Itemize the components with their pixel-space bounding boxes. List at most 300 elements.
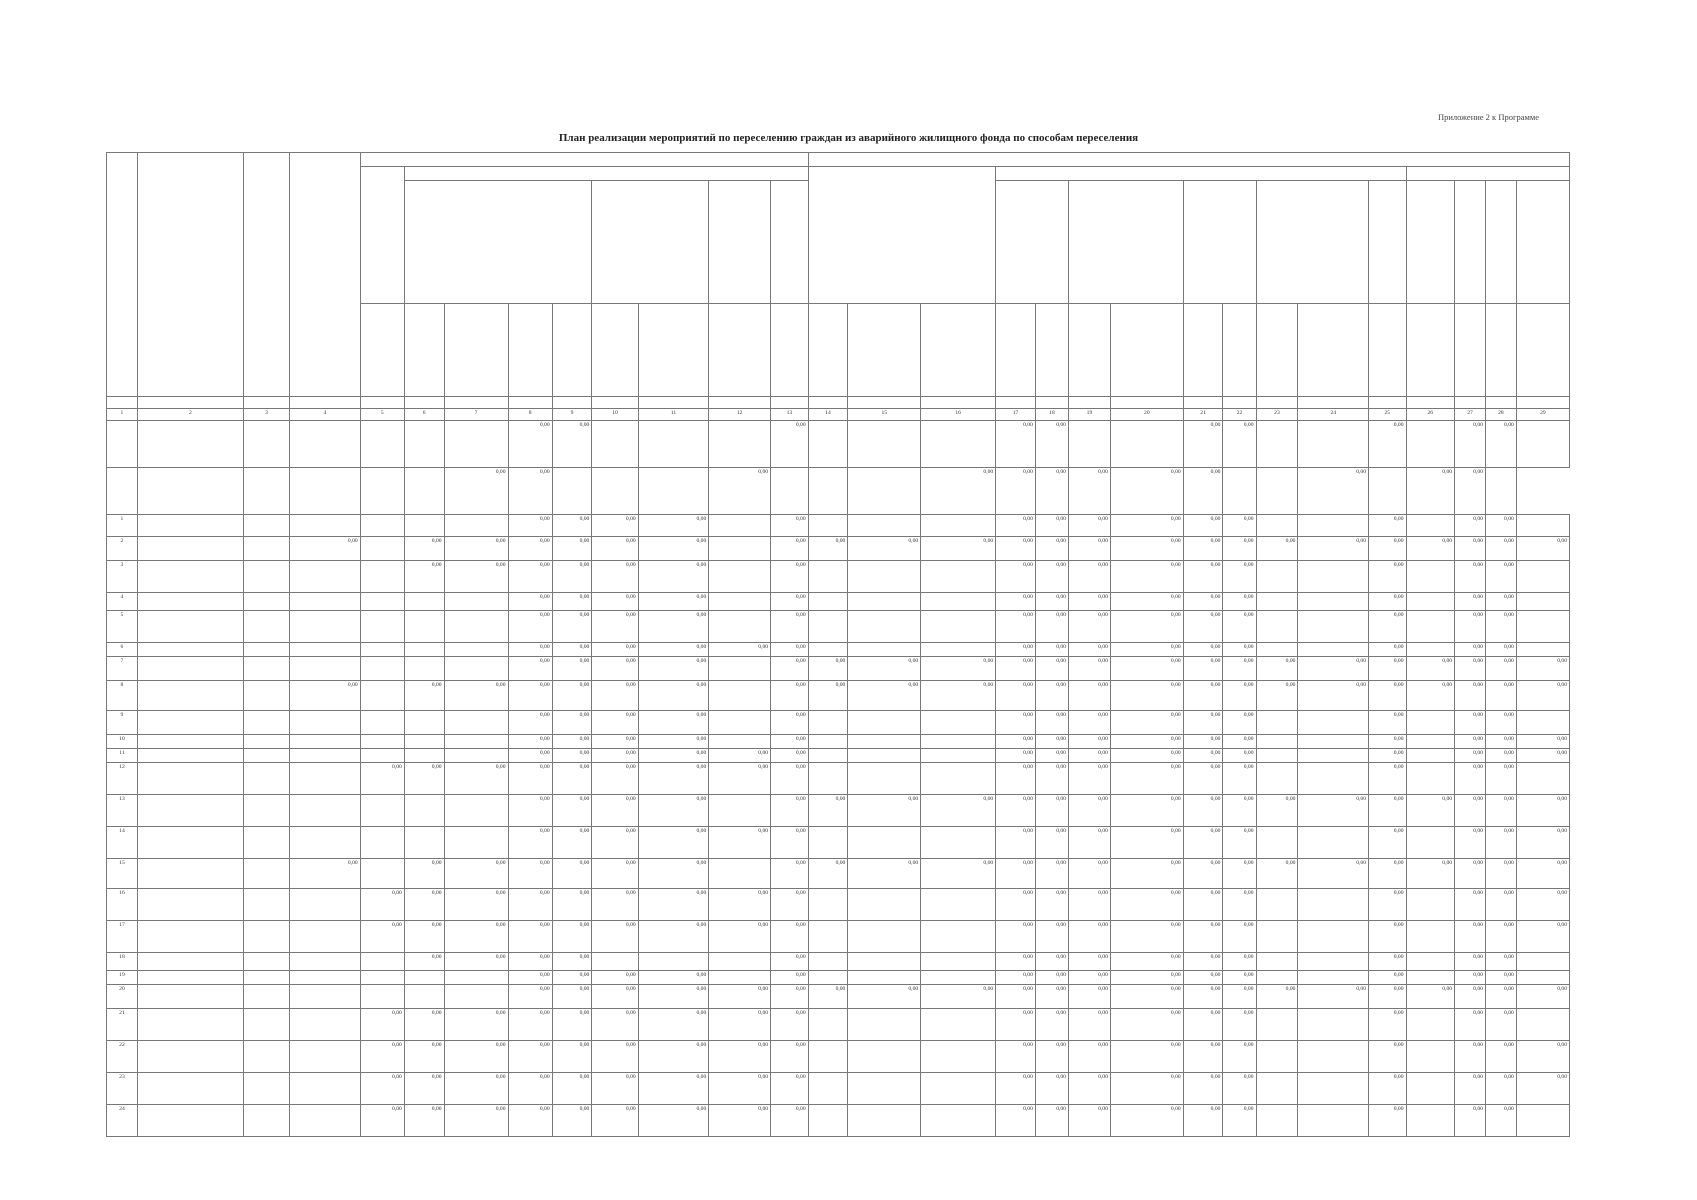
value-cell [1406,561,1455,593]
value-cell: 0,00 [1369,859,1407,889]
row-number-cell: 21 [107,1009,138,1041]
value-cell: 0,00 [404,561,444,593]
value-cell: 0,00 [508,537,552,561]
value-cell: 0,00 [1183,859,1223,889]
value-cell [808,921,848,953]
value-cell: 0,00 [996,421,1036,468]
value-cell: 0,00 [1369,593,1407,611]
value-cell: 0,00 [771,657,809,681]
value-cell: 0,00 [921,795,996,827]
value-cell: 0,00 [508,643,552,657]
municipality-name-cell [137,735,243,749]
header-group-a [360,153,808,167]
value-cell: 0,00 [1369,889,1407,921]
row-number-cell: 18 [107,953,138,971]
row-number-cell [107,468,138,515]
value-cell [848,421,921,468]
value-cell: 0,00 [1035,985,1068,1009]
value-cell: 0,00 [1035,593,1068,611]
value-cell [360,593,404,611]
unit-cell [1369,397,1407,409]
value-cell: 0,00 [1455,1009,1486,1041]
value-cell: 0,00 [552,421,592,468]
value-cell [921,1105,996,1137]
value-cell: 0,00 [404,763,444,795]
value-cell: 0,00 [921,859,996,889]
value-cell: 0,00 [592,593,638,611]
column-number-cell: 4 [290,409,361,421]
value-cell [404,985,444,1009]
value-cell: 0,00 [1455,859,1486,889]
value-cell: 0,00 [638,1105,709,1137]
value-cell: 0,00 [444,1073,508,1105]
value-cell [709,515,771,537]
value-cell [290,1105,361,1137]
value-cell: 0,00 [638,681,709,711]
value-cell: 0,00 [1298,657,1369,681]
value-cell [1516,1105,1569,1137]
value-cell [243,1105,289,1137]
value-cell [771,468,809,515]
value-cell [243,795,289,827]
row-number-cell: 15 [107,859,138,889]
value-cell [1406,1073,1455,1105]
header-cell [1516,181,1569,304]
value-cell [808,889,848,921]
municipality-name-cell [137,921,243,953]
value-cell [1298,1105,1369,1137]
value-cell [1406,611,1455,643]
value-cell: 0,00 [1455,763,1486,795]
value-cell [1256,889,1298,921]
value-cell: 0,00 [552,561,592,593]
value-cell: 0,00 [592,711,638,735]
value-cell [404,971,444,985]
value-cell: 0,00 [1485,795,1516,827]
municipality-name-cell [137,827,243,859]
value-cell: 0,00 [508,763,552,795]
value-cell: 0,00 [1485,827,1516,859]
value-cell: 0,00 [771,953,809,971]
value-cell: 0,00 [552,795,592,827]
value-cell: 0,00 [1223,795,1256,827]
value-cell: 0,00 [1455,468,1486,515]
header-group-b [808,153,1569,167]
value-cell: 0,00 [1183,468,1223,515]
value-cell [848,763,921,795]
value-cell: 0,00 [1223,611,1256,643]
header-cell [921,304,996,397]
value-cell: 0,00 [1035,421,1068,468]
value-cell: 0,00 [1183,657,1223,681]
value-cell: 0,00 [1223,921,1256,953]
column-number-cell: 11 [638,409,709,421]
municipality-name-cell [137,749,243,763]
value-cell: 0,00 [1223,1009,1256,1041]
value-cell [360,657,404,681]
value-cell: 0,00 [1110,763,1183,795]
value-cell: 0,00 [996,468,1036,515]
column-number-cell: 7 [444,409,508,421]
value-cell [444,971,508,985]
unit-cell [508,397,552,409]
value-cell: 0,00 [771,1041,809,1073]
value-cell: 0,00 [1068,561,1110,593]
value-cell: 0,00 [1035,827,1068,859]
value-cell [290,421,361,468]
value-cell [444,515,508,537]
value-cell [848,827,921,859]
value-cell: 0,00 [1223,421,1256,468]
header-cell [771,304,809,397]
municipality-name-cell [137,611,243,643]
value-cell [1298,889,1369,921]
value-cell [921,1041,996,1073]
value-cell [243,468,289,515]
value-cell: 0,00 [709,643,771,657]
value-cell: 0,00 [1223,763,1256,795]
value-cell: 0,00 [404,921,444,953]
header-cell [1068,181,1183,304]
column-number-cell: 25 [1369,409,1407,421]
column-number-cell: 2 [137,409,243,421]
value-cell: 0,00 [709,985,771,1009]
municipality-name-cell [137,711,243,735]
value-cell: 0,00 [709,827,771,859]
unit-cell [137,397,243,409]
value-cell: 0,00 [592,681,638,711]
header-cell [360,167,404,304]
value-cell: 0,00 [996,1009,1036,1041]
value-cell: 0,00 [771,889,809,921]
row-number-cell: 14 [107,827,138,859]
value-cell: 0,00 [996,859,1036,889]
value-cell: 0,00 [1223,859,1256,889]
value-cell: 0,00 [1223,971,1256,985]
value-cell [1485,468,1516,515]
value-cell [290,827,361,859]
column-number-cell: 27 [1455,409,1486,421]
column-number-cell: 9 [552,409,592,421]
municipality-name-cell [137,421,243,468]
row-number-cell: 22 [107,1041,138,1073]
value-cell: 0,00 [638,611,709,643]
value-cell: 0,00 [1406,681,1455,711]
row-number-cell: 23 [107,1073,138,1105]
value-cell: 0,00 [996,657,1036,681]
value-cell: 0,00 [848,985,921,1009]
value-cell: 0,00 [1256,985,1298,1009]
table-row [107,827,1570,859]
value-cell [243,859,289,889]
value-cell [1406,1041,1455,1073]
value-cell: 0,00 [552,681,592,711]
value-cell [848,1041,921,1073]
header-cell [107,153,138,397]
value-cell [592,953,638,971]
value-cell: 0,00 [771,1073,809,1105]
value-cell [921,561,996,593]
value-cell: 0,00 [552,537,592,561]
value-cell: 0,00 [1068,921,1110,953]
value-cell: 0,00 [996,953,1036,971]
value-cell: 0,00 [592,889,638,921]
value-cell [1256,735,1298,749]
value-cell [360,749,404,763]
value-cell: 0,00 [638,1073,709,1105]
value-cell [921,921,996,953]
value-cell [404,827,444,859]
municipality-name-cell [137,971,243,985]
header-cell [1183,304,1223,397]
row-number-cell: 7 [107,657,138,681]
unit-cell [808,397,848,409]
value-cell: 0,00 [1110,1073,1183,1105]
value-cell: 0,00 [444,953,508,971]
value-cell [921,711,996,735]
value-cell: 0,00 [1485,735,1516,749]
value-cell [243,953,289,971]
value-cell: 0,00 [508,515,552,537]
row-number-cell: 5 [107,611,138,643]
column-number-cell: 8 [508,409,552,421]
value-cell: 0,00 [508,468,552,515]
value-cell [638,953,709,971]
value-cell: 0,00 [1183,985,1223,1009]
value-cell: 0,00 [1223,561,1256,593]
row-number-cell: 17 [107,921,138,953]
value-cell [243,985,289,1009]
value-cell: 0,00 [1485,561,1516,593]
value-cell: 0,00 [508,421,552,468]
column-number-cell: 15 [848,409,921,421]
value-cell [808,421,848,468]
value-cell: 0,00 [1369,735,1407,749]
value-cell: 0,00 [1516,537,1569,561]
value-cell: 0,00 [592,795,638,827]
value-cell: 0,00 [771,971,809,985]
value-cell: 0,00 [1035,643,1068,657]
value-cell: 0,00 [508,1041,552,1073]
value-cell: 0,00 [592,827,638,859]
value-cell [921,643,996,657]
value-cell: 0,00 [1068,468,1110,515]
value-cell: 0,00 [1183,611,1223,643]
table-row [107,1105,1570,1137]
value-cell [290,657,361,681]
value-cell [243,537,289,561]
value-cell [808,749,848,763]
value-cell: 0,00 [1110,827,1183,859]
unit-cell [552,397,592,409]
value-cell [290,795,361,827]
value-cell [921,763,996,795]
value-cell: 0,00 [996,711,1036,735]
value-cell: 0,00 [592,515,638,537]
value-cell: 0,00 [1455,749,1486,763]
value-cell [848,1009,921,1041]
value-cell: 0,00 [709,1041,771,1073]
value-cell: 0,00 [1068,611,1110,643]
value-cell [1298,735,1369,749]
value-cell: 0,00 [1183,795,1223,827]
header-cell [1256,304,1298,397]
value-cell: 0,00 [1516,859,1569,889]
value-cell: 0,00 [1369,611,1407,643]
value-cell: 0,00 [592,611,638,643]
value-cell: 0,00 [1110,1009,1183,1041]
value-cell [290,1041,361,1073]
value-cell: 0,00 [290,859,361,889]
value-cell [921,1073,996,1105]
municipality-name-cell [137,985,243,1009]
value-cell [808,1073,848,1105]
totals-row [107,421,1570,468]
value-cell: 0,00 [444,561,508,593]
value-cell: 0,00 [638,515,709,537]
value-cell: 0,00 [771,643,809,657]
value-cell: 0,00 [1369,561,1407,593]
value-cell: 0,00 [552,1009,592,1041]
value-cell: 0,00 [1035,859,1068,889]
value-cell [808,763,848,795]
value-cell: 0,00 [360,1041,404,1073]
value-cell: 0,00 [1110,593,1183,611]
unit-cell [921,397,996,409]
value-cell: 0,00 [508,593,552,611]
table-row [107,735,1570,749]
value-cell: 0,00 [996,611,1036,643]
value-cell: 0,00 [360,763,404,795]
value-cell: 0,00 [1455,515,1486,537]
row-number-cell [107,421,138,468]
value-cell: 0,00 [552,763,592,795]
value-cell: 0,00 [771,985,809,1009]
value-cell: 0,00 [1485,711,1516,735]
header-cell [771,181,809,304]
value-cell: 0,00 [508,827,552,859]
header-cell [290,153,361,397]
value-cell: 0,00 [709,763,771,795]
column-number-cell: 1 [107,409,138,421]
value-cell: 0,00 [1183,953,1223,971]
value-cell: 0,00 [404,537,444,561]
value-cell: 0,00 [1485,681,1516,711]
value-cell: 0,00 [1485,859,1516,889]
value-cell: 0,00 [1183,763,1223,795]
unit-cell [404,397,444,409]
municipality-name-cell [137,681,243,711]
value-cell: 0,00 [1369,749,1407,763]
value-cell: 0,00 [1455,643,1486,657]
value-cell [848,1073,921,1105]
value-cell: 0,00 [1369,827,1407,859]
value-cell: 0,00 [1035,921,1068,953]
totals-row [107,468,1570,515]
value-cell: 0,00 [921,681,996,711]
column-number-cell: 10 [592,409,638,421]
value-cell [808,735,848,749]
value-cell: 0,00 [996,593,1036,611]
value-cell: 0,00 [1298,681,1369,711]
header-cell [1369,181,1407,304]
row-number-cell: 20 [107,985,138,1009]
value-cell: 0,00 [592,657,638,681]
value-cell: 0,00 [592,735,638,749]
value-cell: 0,00 [508,971,552,985]
header-cell [552,304,592,397]
value-cell: 0,00 [848,859,921,889]
value-cell: 0,00 [1223,657,1256,681]
value-cell: 0,00 [921,468,996,515]
value-cell: 0,00 [592,643,638,657]
value-cell: 0,00 [1516,681,1569,711]
value-cell: 0,00 [709,468,771,515]
value-cell: 0,00 [592,859,638,889]
value-cell [1256,561,1298,593]
value-cell: 0,00 [508,735,552,749]
header-cell [808,304,848,397]
value-cell: 0,00 [771,749,809,763]
value-cell: 0,00 [1485,889,1516,921]
value-cell: 0,00 [1223,953,1256,971]
value-cell [1298,763,1369,795]
value-cell: 0,00 [996,889,1036,921]
value-cell [848,953,921,971]
value-cell: 0,00 [1035,889,1068,921]
value-cell: 0,00 [1068,795,1110,827]
value-cell [1516,763,1569,795]
value-cell: 0,00 [444,859,508,889]
value-cell: 0,00 [1035,1041,1068,1073]
value-cell: 0,00 [1035,611,1068,643]
value-cell [360,953,404,971]
header-cell [1369,304,1407,397]
value-cell: 0,00 [1035,1073,1068,1105]
value-cell [1256,1041,1298,1073]
value-cell: 0,00 [1110,611,1183,643]
value-cell [290,1073,361,1105]
value-cell: 0,00 [1455,827,1486,859]
value-cell: 0,00 [1183,681,1223,711]
value-cell [709,421,771,468]
value-cell: 0,00 [1455,985,1486,1009]
value-cell [243,515,289,537]
value-cell [921,611,996,643]
value-cell: 0,00 [709,1105,771,1137]
value-cell [404,749,444,763]
header-cell [1406,181,1455,304]
value-cell [290,953,361,971]
value-cell [848,515,921,537]
value-cell: 0,00 [1516,735,1569,749]
value-cell: 0,00 [996,971,1036,985]
value-cell: 0,00 [1223,985,1256,1009]
table-row [107,681,1570,711]
value-cell: 0,00 [996,1073,1036,1105]
value-cell [290,711,361,735]
value-cell: 0,00 [1485,421,1516,468]
value-cell [1256,971,1298,985]
value-cell [290,749,361,763]
column-number-cell: 21 [1183,409,1223,421]
value-cell [1298,749,1369,763]
header-cell [996,167,1406,181]
value-cell [848,561,921,593]
value-cell [592,421,638,468]
unit-cell [290,397,361,409]
header-row-1 [107,153,1570,167]
